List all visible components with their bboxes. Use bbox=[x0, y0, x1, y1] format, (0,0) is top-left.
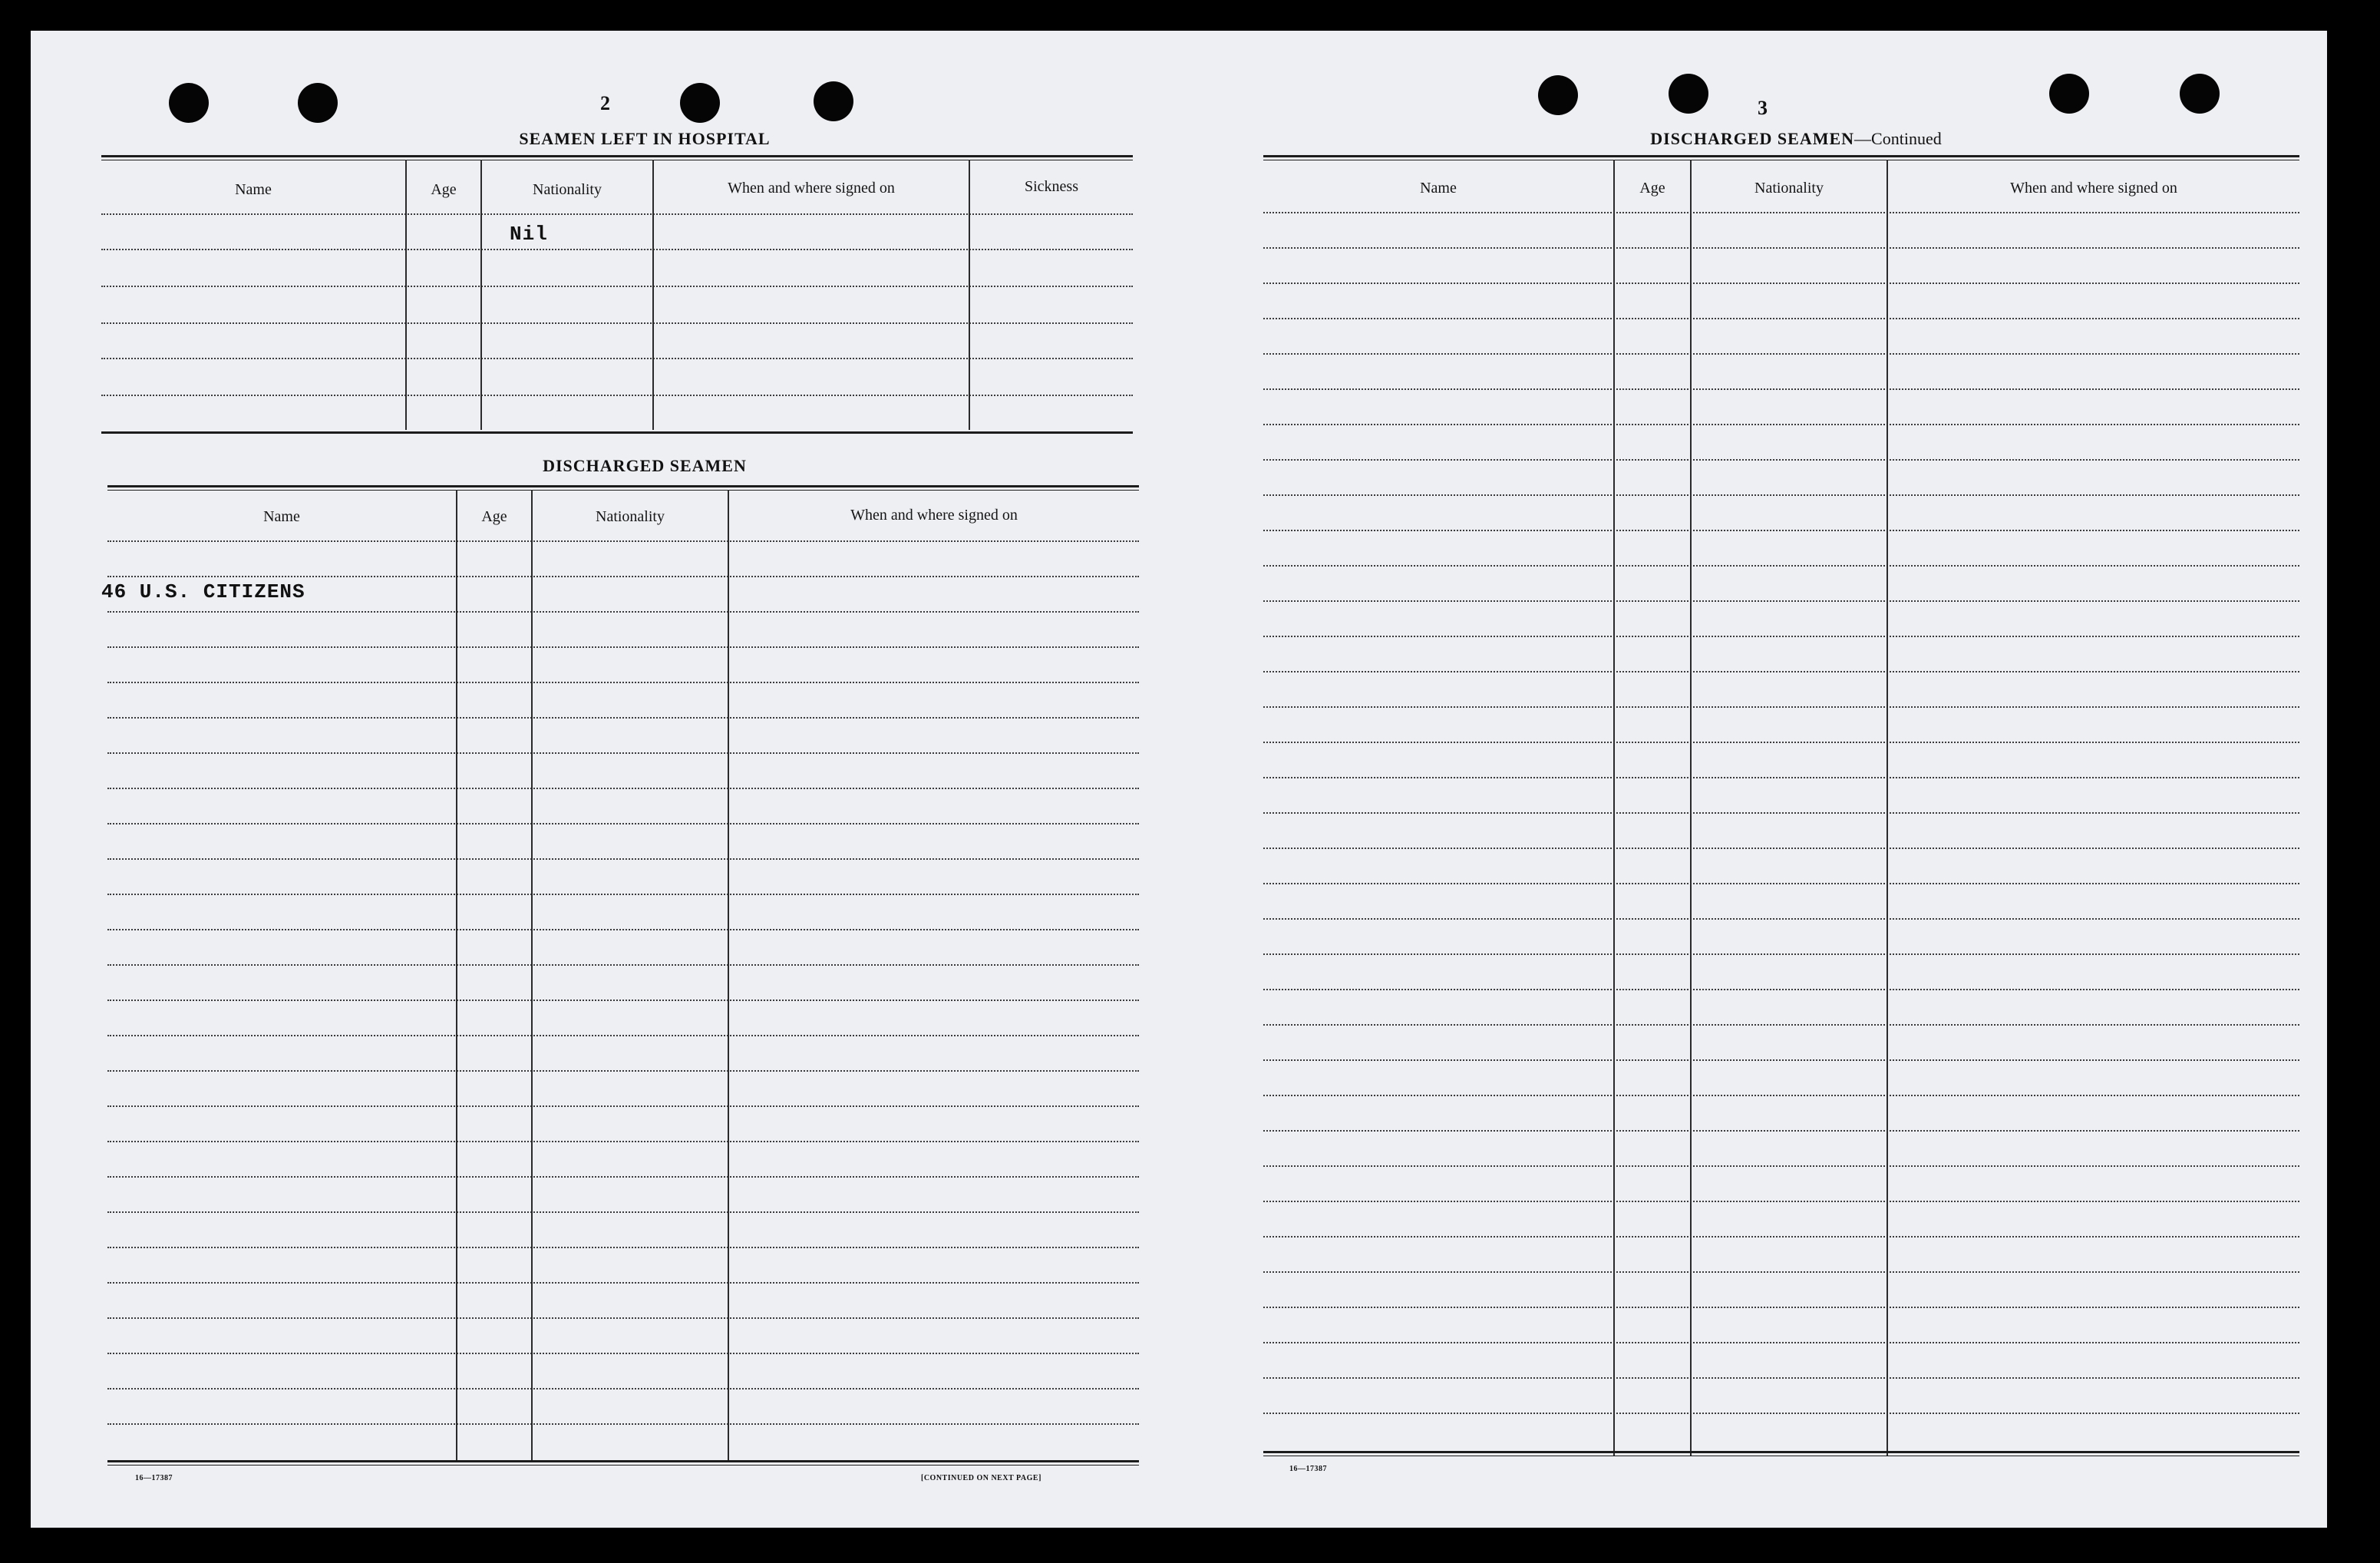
table-row-line bbox=[1263, 1413, 2299, 1414]
table-row-line bbox=[107, 1247, 1139, 1248]
punch-hole bbox=[1669, 74, 1708, 114]
discharged-entry: 46 U.S. CITIZENS bbox=[101, 580, 305, 603]
table-row-line bbox=[1263, 424, 2299, 425]
table-row-line bbox=[107, 646, 1139, 648]
page-number: 2 bbox=[600, 92, 610, 114]
table-row-line bbox=[1263, 848, 2299, 849]
table-row-line bbox=[107, 717, 1139, 719]
table-row-line bbox=[1263, 1024, 2299, 1026]
table-row-line bbox=[101, 358, 1133, 359]
table-row-line bbox=[107, 1353, 1139, 1354]
table-row-line bbox=[1263, 318, 2299, 319]
hospital-section-title: SEAMEN LEFT IN HOSPITAL bbox=[519, 129, 771, 148]
table-row-line bbox=[107, 1423, 1139, 1425]
punch-hole bbox=[2049, 74, 2089, 114]
table-row-line bbox=[1263, 883, 2299, 884]
table-row-line bbox=[1263, 1059, 2299, 1061]
column-divider bbox=[969, 160, 970, 430]
form-number: 16—17387 bbox=[135, 1474, 173, 1482]
table-bottom-rule bbox=[1263, 1451, 2299, 1453]
table-row-line bbox=[107, 1035, 1139, 1036]
table-row-line bbox=[1263, 1236, 2299, 1238]
column-divider bbox=[1690, 160, 1692, 1456]
table-row-line bbox=[1263, 918, 2299, 920]
column-header-name: Name bbox=[263, 508, 300, 525]
table-top-rule bbox=[107, 490, 1139, 491]
table-row-line bbox=[107, 576, 1139, 577]
table-row-line bbox=[1263, 953, 2299, 955]
table-row-line bbox=[107, 894, 1139, 895]
header-separator bbox=[107, 540, 1139, 542]
column-divider bbox=[652, 160, 654, 430]
table-row-line bbox=[1263, 706, 2299, 708]
punch-hole bbox=[680, 83, 720, 123]
table-row-line bbox=[1263, 1377, 2299, 1379]
punch-hole bbox=[814, 81, 853, 121]
title-suffix: —Continued bbox=[1854, 129, 1942, 148]
table-row-line bbox=[107, 1282, 1139, 1284]
table-row-line bbox=[1263, 1342, 2299, 1343]
table-row-line bbox=[1263, 1095, 2299, 1096]
table-row-line bbox=[107, 1141, 1139, 1142]
table-row-line bbox=[1263, 530, 2299, 531]
table-row-line bbox=[1263, 247, 2299, 249]
discharged-section-title: DISCHARGED SEAMEN bbox=[543, 456, 747, 475]
table-row-line bbox=[107, 1317, 1139, 1319]
column-header-nationality: Nationality bbox=[533, 181, 602, 198]
table-row-line bbox=[107, 682, 1139, 683]
table-row-line bbox=[107, 964, 1139, 966]
table-row-line bbox=[1263, 812, 2299, 814]
table-row-line bbox=[101, 322, 1133, 324]
punch-hole bbox=[2180, 74, 2220, 114]
punch-hole bbox=[169, 83, 209, 123]
table-row-line bbox=[107, 823, 1139, 824]
column-header-nationality: Nationality bbox=[1754, 180, 1824, 197]
document-sheet bbox=[31, 31, 2327, 1528]
table-bottom-rule bbox=[107, 1460, 1139, 1462]
column-header-signed-on: When and where signed on bbox=[728, 180, 895, 197]
header-separator bbox=[101, 213, 1133, 215]
table-row-line bbox=[1263, 1165, 2299, 1167]
table-row-line bbox=[107, 788, 1139, 789]
discharged-continued-title bbox=[1489, 129, 2103, 149]
hospital-entry: Nil bbox=[510, 223, 548, 246]
punch-hole bbox=[1538, 75, 1578, 115]
table-top-rule bbox=[101, 155, 1133, 157]
table-row-line bbox=[1263, 283, 2299, 284]
table-row-line bbox=[107, 1105, 1139, 1107]
table-top-rule bbox=[1263, 155, 2299, 157]
table-top-rule bbox=[107, 485, 1139, 487]
table-row-line bbox=[101, 395, 1133, 396]
punch-hole bbox=[298, 83, 338, 123]
column-divider bbox=[1887, 160, 1888, 1456]
table-row-line bbox=[107, 1388, 1139, 1390]
table-row-line bbox=[1263, 671, 2299, 672]
table-row-line bbox=[1263, 565, 2299, 567]
table-row-line bbox=[1263, 494, 2299, 496]
column-header-nationality: Nationality bbox=[596, 508, 665, 525]
column-divider bbox=[1613, 160, 1615, 1456]
table-row-line bbox=[107, 858, 1139, 860]
form-number: 16—17387 bbox=[1289, 1465, 1327, 1473]
page-number: 3 bbox=[1758, 97, 1768, 119]
table-row-line bbox=[107, 752, 1139, 754]
table-row-line bbox=[1263, 459, 2299, 461]
table-row-line bbox=[107, 611, 1139, 613]
table-row-line bbox=[107, 1070, 1139, 1072]
table-row-line bbox=[1263, 636, 2299, 637]
column-header-signed-on: When and where signed on bbox=[850, 507, 1018, 524]
table-row-line bbox=[1263, 600, 2299, 602]
table-row-line bbox=[1263, 989, 2299, 990]
table-row-line bbox=[101, 249, 1133, 250]
table-row-line bbox=[1263, 353, 2299, 355]
table-row-line bbox=[1263, 1201, 2299, 1202]
column-header-sickness: Sickness bbox=[1025, 178, 1078, 195]
column-divider bbox=[728, 490, 729, 1460]
table-row-line bbox=[1263, 742, 2299, 743]
table-row-line bbox=[1263, 1130, 2299, 1132]
column-header-age: Age bbox=[481, 508, 507, 525]
table-row-line bbox=[107, 1176, 1139, 1178]
title-main: DISCHARGED SEAMEN bbox=[1650, 129, 1855, 148]
table-row-line bbox=[101, 286, 1133, 287]
table-row-line bbox=[107, 929, 1139, 930]
table-row-line bbox=[1263, 777, 2299, 778]
column-header-age: Age bbox=[431, 181, 457, 198]
column-divider bbox=[480, 160, 482, 430]
column-header-name: Name bbox=[1420, 180, 1457, 197]
column-divider bbox=[531, 490, 533, 1460]
table-row-line bbox=[107, 1000, 1139, 1001]
table-row-line bbox=[1263, 1271, 2299, 1273]
table-bottom-rule bbox=[101, 431, 1133, 434]
column-header-name: Name bbox=[235, 181, 272, 198]
header-separator bbox=[1263, 212, 2299, 213]
column-header-age: Age bbox=[1639, 180, 1665, 197]
column-divider bbox=[456, 490, 457, 1460]
column-divider bbox=[405, 160, 407, 430]
table-bottom-rule bbox=[107, 1465, 1139, 1466]
column-header-signed-on: When and where signed on bbox=[2010, 180, 2177, 197]
table-row-line bbox=[1263, 1307, 2299, 1308]
continued-note: [CONTINUED ON NEXT PAGE] bbox=[921, 1474, 1041, 1482]
table-row-line bbox=[1263, 388, 2299, 390]
table-row-line bbox=[107, 1211, 1139, 1213]
